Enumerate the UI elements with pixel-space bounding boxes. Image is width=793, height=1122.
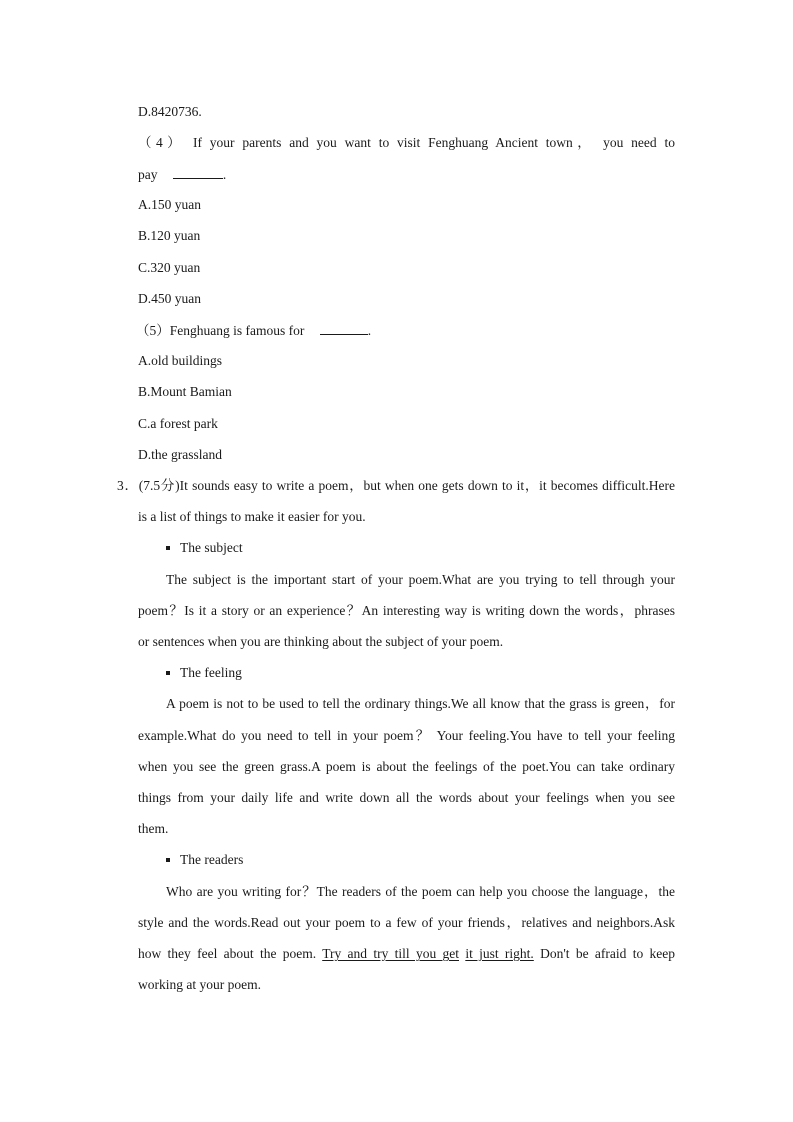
- question-5-option-d: D.the grassland: [138, 447, 222, 462]
- question-5-option-c: C.a forest park: [138, 416, 218, 431]
- paragraph-line: or sentences when you are thinking about the subject of your poem.: [138, 634, 504, 649]
- paragraph-line: Who are you writing for？The readers of the poem can help you choose the language，the: [166, 884, 675, 899]
- question-5-option-b: B.Mount Bamian: [138, 384, 232, 399]
- paragraph-line-with-underline: [138, 945, 675, 963]
- bullet-icon: [166, 546, 170, 550]
- answer-blank: [320, 321, 368, 335]
- question-5-stem-prefix: （5）Fenghuang is famous for: [136, 323, 305, 338]
- question-4-option-c: C.320 yuan: [138, 260, 201, 275]
- paragraph-line: style and the words.Read out your poem to a few of your friends，relatives and neighbors.Ask: [138, 915, 675, 930]
- question-3-intro-line1: 3．(7.5分)It sounds easy to write a poem，but when one gets down to it，it becomes difficult.Here: [117, 478, 675, 493]
- question-5-stem: [136, 321, 371, 340]
- paragraph-line: when you see the green grass.A poem is about the feelings of the poet.You can take ordinary: [138, 759, 675, 774]
- section-heading-subject: The subject: [166, 539, 243, 557]
- answer-blank: [173, 165, 223, 179]
- section-heading-feeling: The feeling: [166, 664, 242, 682]
- question-5-option-a: A.old buildings: [138, 353, 223, 368]
- paragraph-line: things from your daily life and write down all the words about your feelings when you see: [138, 790, 675, 805]
- underlined-phrase-1: Try and try till you get: [322, 946, 459, 961]
- question-4-stem-line1: （4） If your parents and you want to visit Fenghuang Ancient town， you need to: [138, 135, 675, 150]
- underlined-phrase-2: it just right.: [465, 946, 534, 961]
- paragraph-line: them.: [138, 821, 169, 836]
- paragraph-line: working at your poem.: [138, 977, 261, 992]
- question-4-option-b: B.120 yuan: [138, 228, 201, 243]
- section-heading-readers: The readers: [166, 851, 243, 869]
- bullet-icon: [166, 858, 170, 862]
- question-4-option-a: A.150 yuan: [138, 197, 201, 212]
- paragraph-line: example.What do you need to tell in your poem？ Your feeling.You have to tell your feeling: [138, 728, 675, 743]
- bullet-icon: [166, 671, 170, 675]
- paragraph-line: A poem is not to be used to tell the ordinary things.We all know that the grass is green，for: [166, 696, 675, 711]
- question-4-stem-line2: [138, 165, 226, 184]
- question-3-intro-line2: is a list of things to make it easier for you.: [138, 509, 366, 524]
- line-suffix: Don't be afraid to keep: [540, 946, 675, 961]
- paragraph-line: poem？Is it a story or an experience？An interesting way is writing down the words，phrases: [138, 603, 675, 618]
- question-5-stem-suffix: .: [367, 323, 372, 338]
- question-4-option-d: D.450 yuan: [138, 291, 201, 306]
- paragraph-line: The subject is the important start of your poem.What are you trying to tell through your: [166, 572, 675, 587]
- option-d-prev: D.8420736.: [138, 104, 202, 119]
- question-4-stem-suffix: .: [222, 167, 227, 182]
- question-4-stem-prefix: pay: [138, 167, 158, 182]
- line-prefix: how they feel about the poem.: [138, 946, 317, 961]
